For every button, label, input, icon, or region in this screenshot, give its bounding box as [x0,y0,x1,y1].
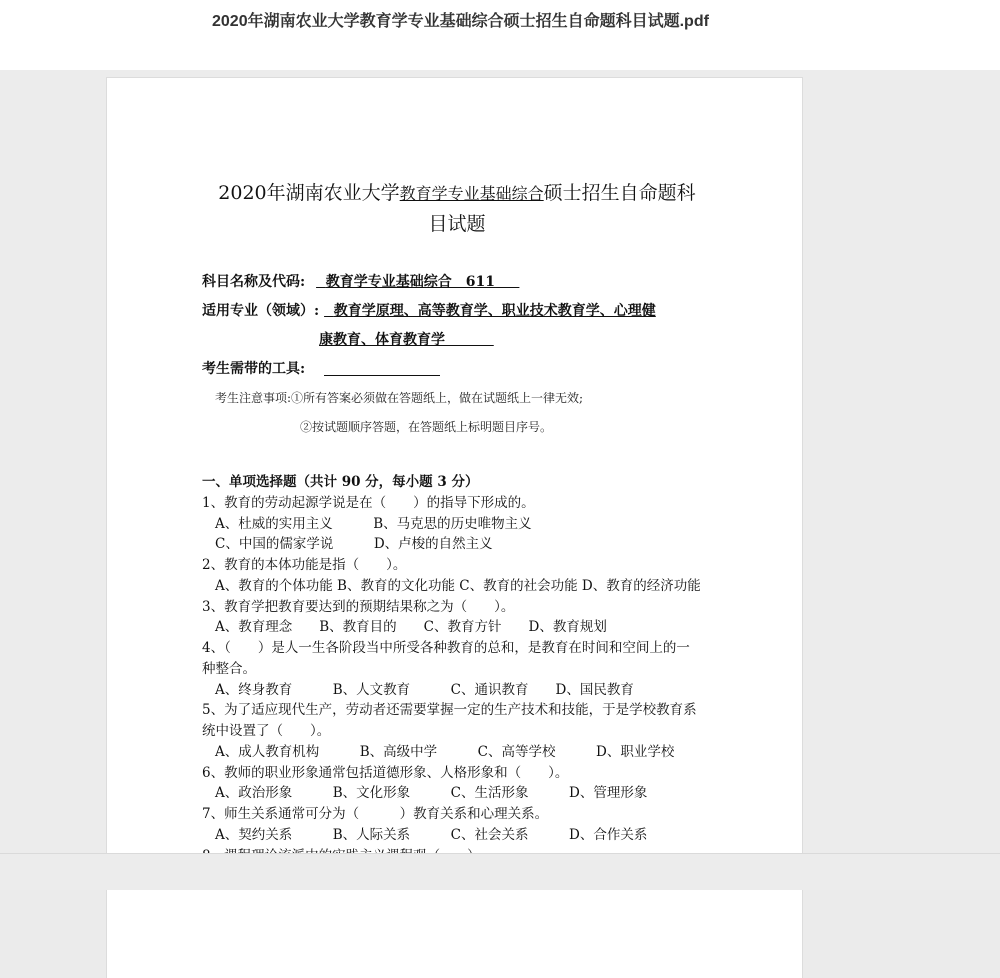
tools-blank [324,362,440,376]
majors-label: 适用专业（领域）: [202,303,320,319]
subject-label: 科目名称及代码: [202,274,306,290]
question-6: 6、教师的职业形象通常包括道德形象、人格形象和（ ）。 [202,765,569,781]
question-7: 7、师生关系通常可分为（ ）教育关系和心理关系。 [202,806,549,822]
viewer-footer [0,853,1000,890]
question-4-options: A、终身教育 B、人文教育 C、通识教育 D、国民教育 [215,682,634,698]
tools-row [202,358,440,378]
question-5-line2: 统中设置了（ ）。 [202,723,331,739]
question-4-line2: 种整合。 [202,661,256,677]
question-6-options: A、政治形象 B、文化形象 C、生活形象 D、管理形象 [215,785,648,801]
subject-value: 教育学专业基础综合 611 [325,274,496,290]
tools-label: 考生需带的工具: [202,361,306,377]
question-1-options-cd: C、中国的儒家学说 D、卢梭的自然主义 [215,536,493,552]
majors-line2: 康教育、体育教育学 [319,332,445,348]
notice-1: 考生注意事项:①所有答案必须做在答题纸上，做在试题纸上一律无效; [215,391,584,405]
question-2-options: A、教育的个体功能 B、教育的文化功能 C、教育的社会功能 D、教育的经济功能 [215,578,701,594]
question-3-options: A、教育理念 B、教育目的 C、教育方针 D、教育规划 [215,619,607,635]
notice-2: ②按试题顺序答题，在答题纸上标明题目序号。 [300,420,553,434]
exam-title [197,178,717,239]
question-5-options: A、成人教育机构 B、高级中学 C、高等学校 D、职业学校 [215,744,675,760]
title-subject: 教育学专业基础综合 [399,184,544,203]
title-line2: 目试题 [428,213,486,235]
question-5-line1: 5、为了适应现代生产，劳动者还需要掌握一定的生产技术和技能，于是学校教育系 [202,702,697,718]
question-3: 3、教育学把教育要达到的预期结果称之为（ ）。 [202,599,515,615]
question-4-line1: 4、（ ）是人一生各阶段当中所受各种教育的总和，是教育在时间和空间上的一 [202,640,690,656]
section-heading: 一、单项选择题（共计 90 分，每小题 3 分） [202,474,479,490]
question-1-options-ab: A、杜威的实用主义 B、马克思的历史唯物主义 [215,516,532,532]
majors-line1: 教育学原理、高等教育学、职业技术教育学、心理健 [333,303,656,319]
pdf-viewer[interactable] [0,70,1000,853]
pdf-page [107,78,802,978]
subject-row [202,271,519,291]
title-prefix: 2020年湖南农业大学 [218,182,400,204]
question-2: 2、教育的本体功能是指（ ）。 [202,557,407,573]
document-file-title: 2020年湖南农业大学教育学专业基础综合硕士招生自命题科目试题.pdf [212,13,709,30]
question-7-options: A、契约关系 B、人际关系 C、社会关系 D、合作关系 [215,827,648,843]
viewer-header [0,0,1000,70]
question-1: 1、教育的劳动起源学说是在（ ）的指导下形成的。 [202,495,535,511]
majors-row [202,300,656,320]
title-suffix: 硕士招生自命题科 [543,182,696,204]
